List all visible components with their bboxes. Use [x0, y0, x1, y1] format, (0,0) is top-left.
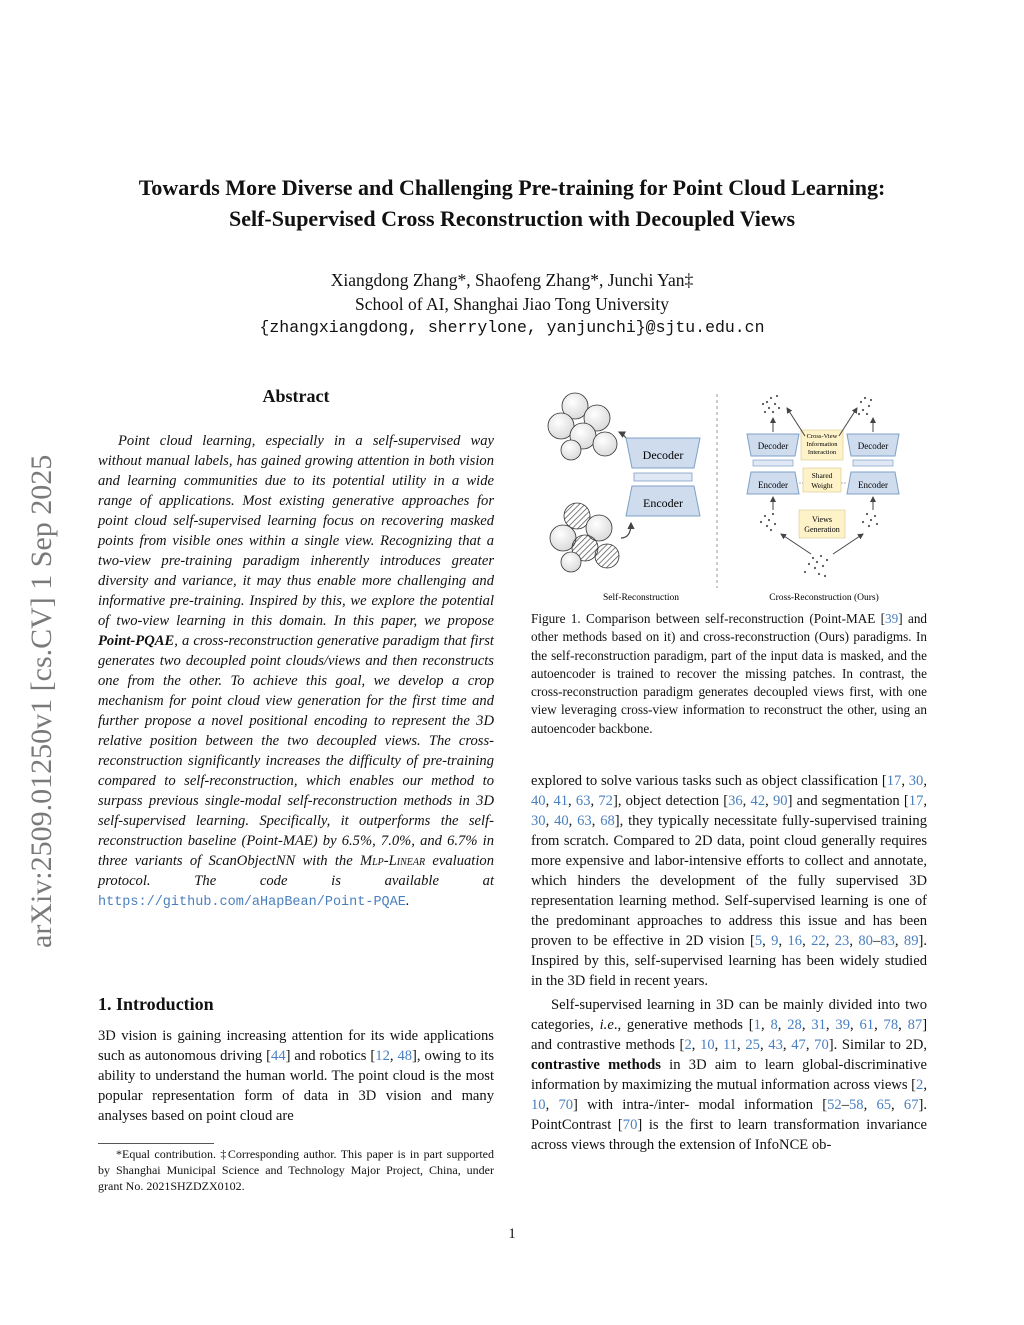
citation-link[interactable]: 17: [908, 793, 924, 809]
right-column-text: [531, 771, 927, 1155]
abstract-text-3: evaluation protocol. The code is available at: [98, 853, 494, 889]
author-block: [60, 268, 964, 340]
view-cloud-right: [862, 513, 878, 527]
arxiv-stamp: arXiv:2509.01250v1 [cs.CV] 1 Sep 2025: [25, 454, 58, 948]
citation-link[interactable]: 72: [598, 793, 613, 809]
citation-link[interactable]: 90: [772, 793, 788, 809]
citation-link[interactable]: 9: [771, 933, 779, 949]
citation-link[interactable]: 1: [753, 1017, 761, 1033]
citation-link[interactable]: 70: [558, 1097, 574, 1113]
shared-weight-line-2: Weight: [811, 481, 833, 490]
decoder-label-right-a: Decoder: [757, 441, 789, 451]
output-cloud-right: [858, 397, 872, 415]
bold-text: contrastive methods: [531, 1057, 661, 1073]
abstract-text-2: , a cross-reconstruction generative paradigm that first generates two decoupled point clouds/views and then reconstructs one from the other. To achieve this goal, we develop a crop mechanism for point cloud view generation for the first time and further propose a novel positional encoding to represent the 3D relative position between the two decoupled views. The cross-reconstruction significantly increases the difficulty of pre-training compared to self-reconstruction, which enables our method to surpass previous single-modal self-reconstruction methods in 3D self-supervised learning. Specifically, it outperforms the self-reconstruction baseline (Point-MAE) by 6.5%, 7.0%, and 6.7% in three variants of ScanObjectNN with the: [98, 633, 494, 869]
abstract-end: .: [405, 893, 410, 909]
figure-1: [531, 388, 927, 604]
label-self-reconstruction: Self-Reconstruction: [603, 593, 679, 603]
citation-link[interactable]: 42: [750, 793, 766, 809]
citation-link[interactable]: 44: [271, 1048, 286, 1064]
citation-link[interactable]: 2: [684, 1037, 692, 1053]
paragraph-ssl-categories: Self-supervised learning in 3D can be mainly divided into two categories, i.e., generative methods [1, 8, 28, 31, 39, 61, 78, 87] and contrastive methods [2, 10, 11, 25, 43, 47, 70]. Similar to 2D, contrastive methods in 3D aim to learn global-discriminative information by maximizing the mutual information across views [2, 10, 70] with intra-/inter- modal information [52–58, 65, 67]. PointContrast [70] is the first to learn transformation invariance across views through the extension of InfoNCE ob-: [531, 997, 928, 1153]
footnote: *Equal contribution. ‡Corresponding author. This paper is in part supported by Shanghai Municipal Science and Technology Major Project, China, under grant No. 2021SHZDZX0102.: [98, 1147, 494, 1193]
citation-link[interactable]: 10: [531, 1097, 546, 1113]
citation-link[interactable]: 70: [814, 1037, 829, 1053]
citation-link[interactable]: 10: [700, 1037, 715, 1053]
citation-link[interactable]: 43: [768, 1037, 783, 1053]
citation-link[interactable]: 52: [827, 1097, 842, 1113]
cross-view-line-2: Information: [806, 441, 838, 448]
protocol-name: Mlp-Linear: [359, 853, 426, 869]
citation-link[interactable]: 12: [375, 1048, 390, 1064]
reconstructed-patches: [548, 393, 617, 460]
citation-link[interactable]: 47: [791, 1037, 806, 1053]
citation-link[interactable]: 41: [553, 793, 569, 809]
citation-link[interactable]: 63: [575, 793, 591, 809]
citation-link[interactable]: 30: [531, 813, 546, 829]
italic-text: i.e: [599, 1017, 614, 1033]
paragraph-related-tasks: explored to solve various tasks such as object classification [17, 30, 40, 41, 63, 72], object detection [36, 42, 90] and segmentation [17, 30, 40, 63, 68], they typically necessitate fully-supervised training from scratch. Compared to 2D data, point cloud generally requires more expensive and labor-intensive efforts to collect and annotate, which hinders the development of the fully supervised 3D representation learning method. Self-supervised learning is one of the predominant approaches to address this issue and has been proven to be effective in 2D vision [5, 9, 16, 22, 23, 80–83, 89]. Inspired by this, self-supervised learning has been widely studied in the 3D field in recent years.: [531, 773, 928, 989]
citation-link[interactable]: 61: [859, 1017, 875, 1033]
citation-link[interactable]: 89: [903, 933, 919, 949]
author-emails: {zhangxiangdong, sherrylone, yanjunchi}@sjtu.edu.cn: [259, 318, 765, 337]
citation-link[interactable]: 80: [858, 933, 873, 949]
abstract-body: [98, 431, 494, 913]
paper-title: [60, 172, 964, 234]
views-generation-line-2: Generation: [804, 525, 840, 534]
intro-heading: 1. Introduction: [98, 994, 214, 1014]
citation-link[interactable]: 40: [531, 793, 546, 809]
citation-link[interactable]: 17: [886, 773, 902, 789]
title-line-2: Self-Supervised Cross Reconstruction with Decoupled Views: [228, 206, 796, 231]
footnote-rule: [98, 1143, 214, 1144]
citation-link[interactable]: 22: [811, 933, 826, 949]
citation-link[interactable]: 5: [754, 933, 763, 949]
output-cloud-left: [762, 395, 780, 413]
title-line-1: Towards More Diverse and Challenging Pre-training for Point Cloud Learning:: [138, 175, 886, 200]
citation-link[interactable]: 63: [577, 813, 592, 829]
citation-link[interactable]: 70: [622, 1117, 638, 1133]
encoder-label-right-b: Encoder: [858, 480, 888, 490]
masked-input-patches: [550, 503, 619, 572]
author-affiliation: School of AI, Shanghai Jiao Tong University: [355, 294, 669, 314]
intro-body: 3D vision is gaining increasing attention for its wide applications such as autonomous driving [44] and robotics [12, 48], owing to its ability to understand the human world. The point cloud is the most popular representation form of data in 3D vision and many analyses based on point cloud are: [98, 1028, 494, 1124]
latent-right-a: [753, 460, 793, 466]
encoder-label-right-a: Encoder: [758, 480, 788, 490]
citation-link[interactable]: 39: [885, 611, 899, 626]
cross-view-line-3: Interaction: [807, 449, 837, 456]
citation-link[interactable]: 30: [908, 773, 924, 789]
decoder-label-left: Decoder: [642, 448, 684, 462]
author-names: Xiangdong Zhang*, Shaofeng Zhang*, Junchi Yan‡: [330, 270, 694, 290]
citation-link[interactable]: 67: [903, 1097, 919, 1113]
cross-view-line-1: Cross-View: [806, 433, 838, 440]
abstract-heading: Abstract: [262, 386, 330, 406]
citation-link[interactable]: 23: [834, 933, 850, 949]
citation-link[interactable]: 58: [848, 1097, 864, 1113]
citation-link[interactable]: 28: [787, 1017, 802, 1033]
view-cloud-left: [760, 513, 776, 531]
citation-link[interactable]: 39: [835, 1017, 850, 1033]
figure-1-caption: Figure 1. Comparison between self-reconstruction (Point-MAE [39] and other methods based on it) and cross-reconstruction (Ours) paradigms. In the self-reconstruction paradigm, part of the input data is masked, and the autoencoder is trained to recover the missing patches. In contrast, the cross-reconstruction paradigm generates decoupled views first, with one view leveraging cross-view information to reconstruct the other, using an autoencoder backbone.: [531, 611, 928, 736]
citation-link[interactable]: 25: [745, 1037, 760, 1053]
abstract-text-1: Point cloud learning, especially in a self-supervised way without manual labels, has gained growing attention in both vision and learning communities due to its potential utility in a wide range of applications. Most existing generative approaches for point cloud self-supervised learning focus on recovering masked points from visible ones within a single view. Recognizing that a two-view pre-training paradigm inherently introduces greater diversity and variance, it may thus enable more challenging and informative pre-training. Inspired by this, we explore the potential of two-view learning in this domain. In this paper, we propose: [98, 433, 494, 629]
citation-link[interactable]: 48: [397, 1048, 413, 1064]
code-link[interactable]: https://github.com/aHapBean/Point-PQAE: [98, 895, 406, 910]
shared-weight-line-1: Shared: [811, 471, 833, 480]
citation-link[interactable]: 36: [728, 793, 743, 809]
source-cloud: [804, 555, 828, 577]
citation-link[interactable]: 2: [916, 1077, 924, 1093]
citation-link[interactable]: 40: [554, 813, 569, 829]
latent-right-b: [853, 460, 893, 466]
citation-link[interactable]: 87: [907, 1017, 923, 1033]
citation-link[interactable]: 65: [876, 1097, 892, 1113]
encoder-label-left: Encoder: [643, 496, 683, 510]
latent-left: [634, 473, 692, 481]
method-name: Point-PQAE: [98, 633, 175, 649]
page-number: 1: [508, 1226, 516, 1242]
citation-link[interactable]: 68: [600, 813, 615, 829]
citation-link[interactable]: 11: [722, 1037, 738, 1053]
views-generation-line-1: Views: [812, 515, 832, 524]
citation-link[interactable]: 78: [883, 1017, 899, 1033]
citation-link[interactable]: 83: [880, 933, 895, 949]
citation-link[interactable]: 16: [787, 933, 803, 949]
citation-link[interactable]: 31: [811, 1017, 826, 1033]
label-cross-reconstruction: Cross-Reconstruction (Ours): [769, 593, 879, 603]
citation-link[interactable]: 8: [770, 1017, 778, 1033]
decoder-label-right-b: Decoder: [857, 441, 889, 451]
